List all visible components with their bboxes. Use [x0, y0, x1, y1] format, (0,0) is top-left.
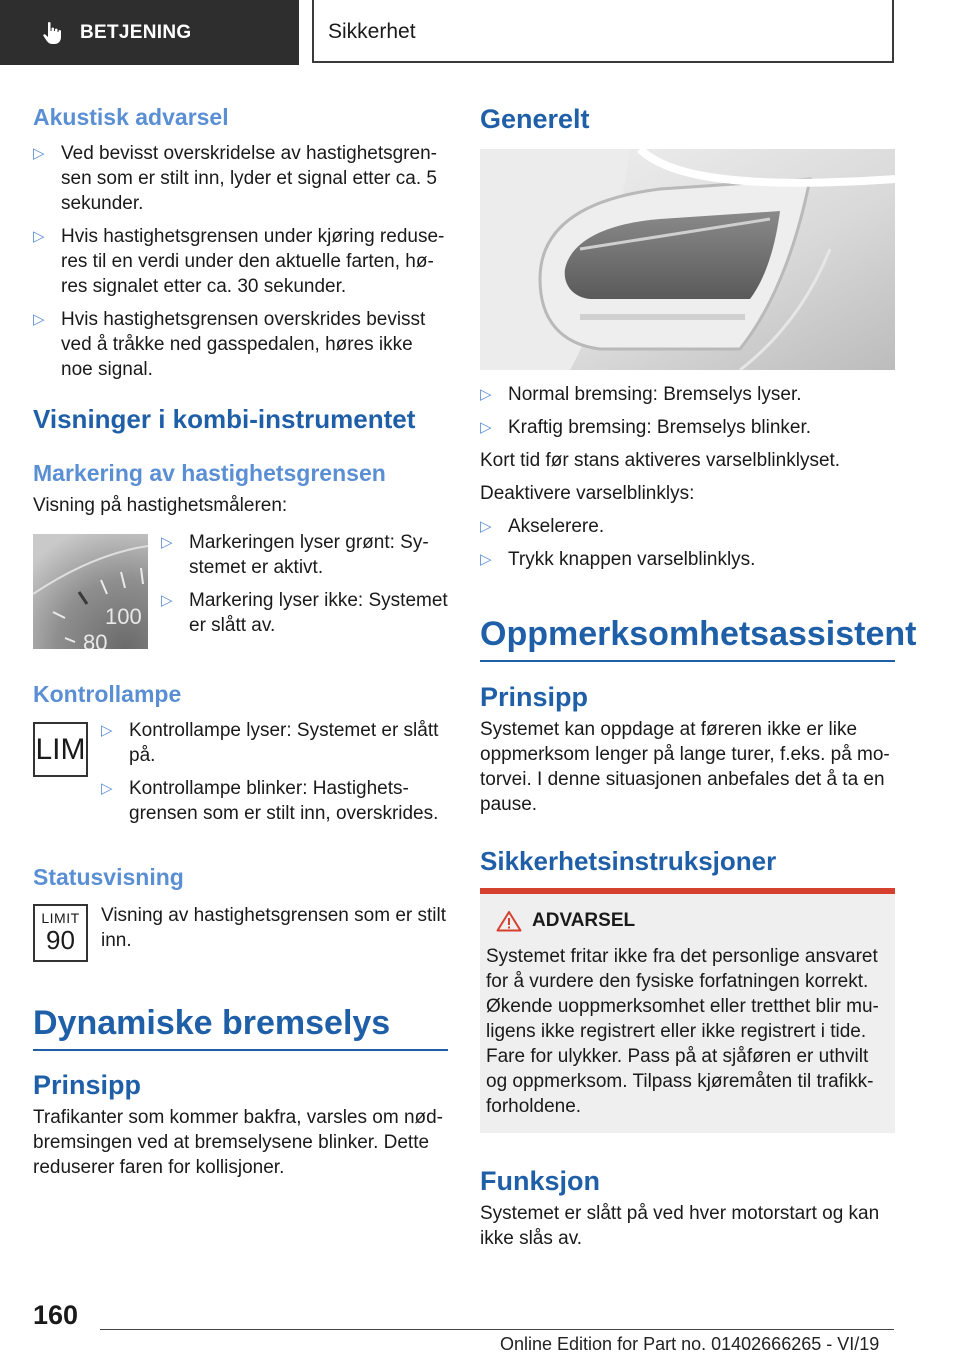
generelt-heading: Generelt — [480, 104, 590, 134]
markering-section — [33, 460, 448, 518]
dynamiske-heading: Dynamiske bremselys — [33, 1004, 448, 1051]
list-item: ▷ Kontrollampe blinker: Hastighets-grensen som er stilt inn, overskrides. — [101, 778, 439, 824]
section-label: BETJENING — [80, 21, 192, 43]
list-item: ▷ Akselerere. — [480, 516, 605, 537]
brake-light-image — [480, 149, 895, 370]
visninger-heading: Visninger i kombi-instrumentet — [33, 404, 416, 434]
list-item: ▷ Kraftig bremsing: Bremselys blinker. — [480, 417, 812, 438]
markering-heading: Markering av hastighetsgrensen — [33, 460, 386, 486]
oppmerksomhet-prinsipp-heading: Prinsipp — [480, 682, 589, 712]
limit-icon-line1: LIMIT — [41, 910, 80, 926]
hand-pointer-icon — [40, 20, 66, 46]
oppmerksomhet-prinsipp — [480, 682, 895, 817]
markering-list-wrap — [161, 530, 448, 646]
akustisk-list — [33, 141, 448, 382]
sikkerhet-section — [480, 846, 895, 877]
header-section-tab — [0, 0, 299, 65]
dynamiske-prinsipp — [33, 1070, 448, 1180]
warning-triangle-icon — [496, 910, 522, 932]
list-item: ▷ Trykk knappen varselblinklys. — [480, 549, 756, 570]
list-item: ▷ Markering lyser ikke: Systemet er slått av. — [161, 590, 448, 636]
header-chapter-box — [312, 0, 894, 63]
generelt-text2: Deaktivere varselblinklys: — [480, 483, 695, 504]
chapter-label: Sikkerhet — [328, 20, 416, 43]
speedo-label-80: 80 — [83, 630, 108, 649]
warning-title-row — [532, 910, 889, 932]
warning-box — [480, 888, 895, 1133]
triangle-bullet-icon: ▷ — [33, 145, 45, 162]
speedo-label-100: 100 — [105, 604, 142, 629]
generelt-list2 — [480, 514, 895, 572]
markering-list — [161, 530, 448, 638]
triangle-bullet-icon: ▷ — [480, 386, 492, 403]
generelt-section — [480, 104, 895, 135]
kontrollampe-heading: Kontrollampe — [33, 681, 182, 707]
dynamiske-prinsipp-text: Trafikanter som kommer bakfra, varsles om nød-bremsingen ved at bremselysene blinker. Dette reduserer faren for kollisjoner. — [33, 1107, 444, 1178]
oppmerksomhet-prinsipp-text: Systemet kan oppdage at føreren ikke er like oppmerksom lenger på lange turer, f.eks. på mo-torvei. I denne situasjonen anbefales det å ta en pause. — [480, 719, 890, 815]
kontrollampe-list-wrap — [101, 718, 448, 834]
funksjon-text: Systemet er slått på ved hver motorstart og kan ikke slås av. — [480, 1203, 880, 1249]
triangle-bullet-icon: ▷ — [101, 780, 113, 797]
status-section — [33, 864, 448, 891]
funksjon-section — [480, 1166, 895, 1251]
warning-text: Systemet fritar ikke fra det personlige ansvaret for å vurdere den fysiske forfatningen korrekt. Økende uoppmerksomhet eller tretthet blir mu-ligens ikke registrert eller ikke registrert i tide. Fare for ulykker. Pass på at sjåføren er uthvilt og oppmerksom. Tilpass kjøremåten til trafikk-forholdene. — [486, 946, 879, 1117]
lim-indicator-icon: LIM — [33, 722, 88, 777]
footer-edition: Online Edition for Part no. 01402666265 - VI/19 — [500, 1334, 880, 1354]
generelt-text1: Kort tid før stans aktiveres varselblinklyset. — [480, 450, 841, 471]
triangle-bullet-icon: ▷ — [480, 518, 492, 535]
status-text-wrap — [101, 903, 448, 953]
sikkerhet-heading: Sikkerhetsinstruksjoner — [480, 846, 777, 876]
kontrollampe-list — [101, 718, 448, 826]
triangle-bullet-icon: ▷ — [33, 311, 45, 328]
status-heading: Statusvisning — [33, 864, 184, 890]
list-item: ▷ Normal bremsing: Bremselys lyser. — [480, 384, 802, 405]
oppmerksomhet-section — [480, 615, 917, 662]
list-item: ▷ Kontrollampe lyser: Systemet er slått på. — [101, 720, 439, 766]
kontrollampe-section — [33, 681, 448, 708]
markering-intro: Visning på hastighetsmåleren: — [33, 495, 288, 516]
page-number: 160 — [33, 1300, 79, 1330]
akustisk-section — [33, 104, 448, 390]
oppmerksomhet-heading: Oppmerksomhetsassistent — [480, 615, 895, 662]
visninger-section — [33, 404, 448, 435]
triangle-bullet-icon: ▷ — [33, 228, 45, 245]
list-item: ▷ Ved bevisst overskridelse av hastighetsgren-sen som er stilt inn, lyder et signal etter ca. 5 sekunder. — [33, 143, 437, 214]
triangle-bullet-icon: ▷ — [480, 419, 492, 436]
warning-title: ADVARSEL — [532, 910, 636, 931]
triangle-bullet-icon: ▷ — [101, 722, 113, 739]
footer-divider — [100, 1329, 894, 1330]
list-item: ▷ Hvis hastighetsgrensen overskrides bevisst ved å tråkke ned gasspedalen, høres ikke noe signal. — [33, 309, 426, 380]
dynamiske-prinsipp-heading: Prinsipp — [33, 1070, 142, 1100]
triangle-bullet-icon: ▷ — [161, 592, 173, 609]
triangle-bullet-icon: ▷ — [480, 551, 492, 568]
status-text: Visning av hastighetsgrensen som er stilt inn. — [101, 905, 446, 951]
triangle-bullet-icon: ▷ — [161, 534, 173, 551]
speedometer-image — [33, 534, 148, 649]
limit-icon-line2: 90 — [46, 925, 75, 955]
generelt-content — [480, 382, 895, 580]
limit-indicator-icon — [33, 904, 88, 962]
funksjon-heading: Funksjon — [480, 1166, 600, 1196]
list-item: ▷ Hvis hastighetsgrensen under kjøring reduse-res til en verdi under den aktuelle farten, hø-res signalet etter ca. 30 sekunder. — [33, 226, 445, 297]
generelt-list — [480, 382, 895, 440]
akustisk-heading: Akustisk advarsel — [33, 104, 229, 130]
dynamiske-section — [33, 1004, 448, 1051]
list-item: ▷ Markeringen lyser grønt: Sy-stemet er aktivt. — [161, 532, 429, 578]
